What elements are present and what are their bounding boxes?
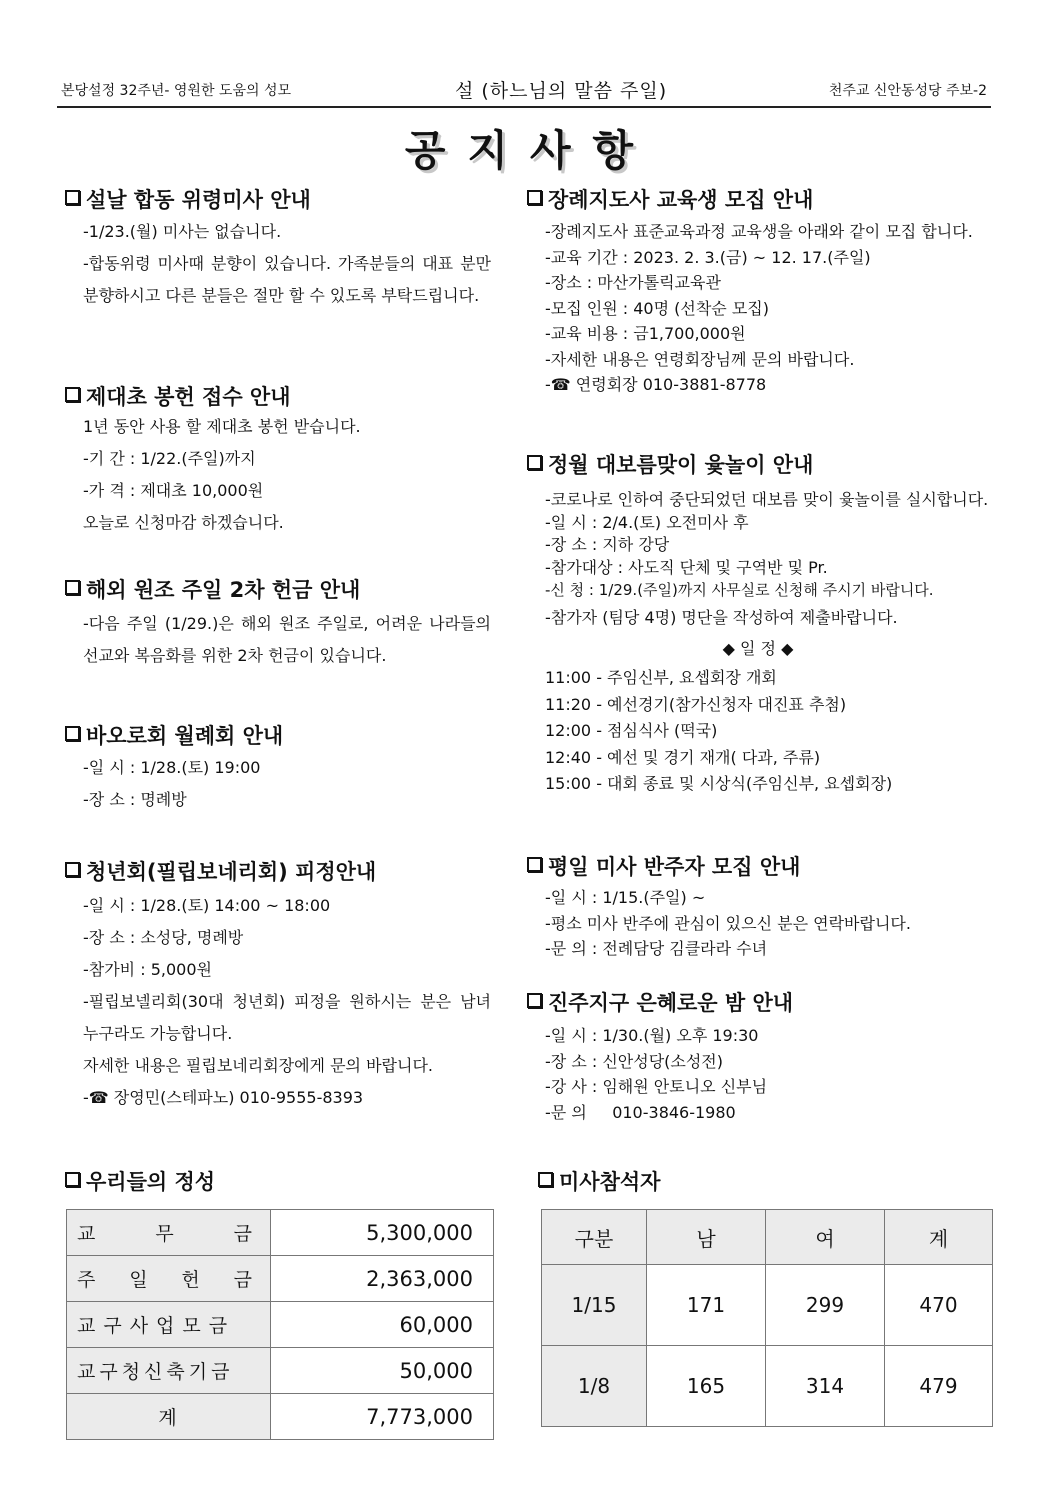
checkbox-icon [527, 993, 542, 1008]
checkbox-icon [527, 455, 542, 470]
schedule-item: 12:40 - 예선 및 경기 재개( 다과, 주류) [545, 747, 821, 767]
column-header: 남 [647, 1210, 766, 1265]
notice-line: -장 소 : 소성당, 명례방 [83, 928, 244, 947]
notice-line: 오늘로 신청마감 하겠습니다. [83, 513, 284, 532]
table-row [67, 1394, 494, 1440]
section-memorial-mass [65, 184, 491, 312]
notice-line: -☎ 연령회장 010-3881-8778 [545, 375, 767, 394]
table-row [67, 1348, 494, 1394]
section-title: 청년회(필립보네리회) 피정안내 [86, 860, 377, 884]
notice-line: 자세한 내용은 필립보네리회장에게 문의 바랍니다. [83, 1056, 434, 1075]
column-header: 구분 [542, 1210, 647, 1265]
notice-line: -장소 : 마산가톨릭교육관 [545, 273, 721, 292]
section-overseas-aid [65, 574, 491, 672]
offering-label: 교구청신축기금 [67, 1348, 271, 1394]
table-row [542, 1265, 993, 1346]
offering-value: 60,000 [271, 1302, 494, 1348]
notice-line: -강 사 : 임해원 안토니오 신부님 [545, 1077, 768, 1096]
section-paul-meeting [65, 720, 491, 816]
notice-line: -문 의 010-3846-1980 [545, 1102, 736, 1122]
offering-value: 5,300,000 [271, 1210, 494, 1256]
notice-line: -참가자 (팀당 4명) 명단을 작성하여 제출바랍니다. [545, 607, 898, 627]
notice-line: -일 시 : 1/30.(월) 오후 19:30 [545, 1026, 759, 1045]
notice-line: -1/23.(월) 미사는 없습니다. [83, 222, 282, 241]
schedule-item: 11:00 - 주임신부, 요셉회장 개회 [545, 668, 777, 687]
schedule-item: 11:20 - 예선경기(참가신청자 대진표 추첨) [545, 694, 847, 714]
notice-line: -모집 인원 : 40명 (선착순 모집) [545, 298, 769, 318]
page-title: 공지사항 [404, 126, 656, 175]
table-header-row [542, 1210, 993, 1265]
total-cell: 470 [885, 1265, 993, 1346]
section-title: 설날 합동 위령미사 안내 [86, 188, 311, 212]
notice-line: -☎ 장영민(스테파노) 010-9555-8393 [83, 1088, 364, 1107]
notice-line: -참가대상 : 사도직 단체 및 구역반 및 Pr. [545, 557, 828, 577]
section-title: 해외 원조 주일 2차 헌금 안내 [86, 578, 361, 602]
header-left: 본당설정 32주년- 영원한 도움의 성모 [61, 83, 292, 99]
checkbox-icon [65, 190, 80, 205]
checkbox-icon [65, 726, 80, 741]
notice-line: -장 소 : 지하 강당 [545, 535, 670, 554]
offering-label: 주 일 헌 금 [67, 1256, 271, 1302]
total-cell: 479 [885, 1346, 993, 1427]
section-candle-offering [65, 381, 491, 539]
notice-line: -일 시 : 1/15.(주일) ~ [545, 888, 706, 907]
table-row [542, 1346, 993, 1427]
female-cell: 314 [766, 1346, 885, 1427]
date-cell: 1/8 [542, 1346, 647, 1427]
bulletin-header [57, 78, 991, 108]
section-title: 바오로회 월례회 안내 [86, 724, 284, 748]
section-title: 정월 대보름맞이 윷놀이 안내 [548, 453, 814, 477]
offering-value: 7,773,000 [271, 1394, 494, 1440]
notice-line: -코로나로 인하여 중단되었던 대보름 맞이 윷놀이를 실시합니다. [545, 490, 989, 509]
notice-line: -일 시 : 1/28.(토) 19:00 [83, 758, 261, 777]
schedule-item: 12:00 - 점심식사 (떡국) [545, 721, 718, 740]
offerings-table [66, 1209, 494, 1440]
notice-line: -필립보넬리회(30대 청년회) 피정을 원하시는 분은 남녀 누구라도 가능합니다. [83, 992, 491, 1043]
section-title: 장례지도사 교육생 모집 안내 [548, 188, 814, 212]
notice-line: -자세한 내용은 연령회장님께 문의 바랍니다. [545, 349, 855, 369]
notice-line: -기 간 : 1/22.(주일)까지 [83, 449, 256, 468]
offerings-heading [65, 1166, 215, 1196]
notice-line: -평소 미사 반주에 관심이 있으신 분은 연락바랍니다. [545, 913, 911, 933]
notice-line: -일 시 : 1/28.(토) 14:00 ~ 18:00 [83, 896, 331, 915]
notice-line: -신 청 : 1/29.(주일)까지 사무실로 신청해 주시기 바랍니다. [545, 581, 934, 599]
offering-value: 2,363,000 [271, 1256, 494, 1302]
date-cell: 1/15 [542, 1265, 647, 1346]
notice-line: -장 소 : 신안성당(소성전) [545, 1051, 724, 1071]
notice-line: -장례지도사 표준교육과정 교육생을 아래와 같이 모집 합니다. [545, 222, 973, 241]
table-row [67, 1302, 494, 1348]
notice-line: -문 의 : 전례담당 김클라라 수녀 [545, 939, 768, 958]
female-cell: 299 [766, 1265, 885, 1346]
offering-label: 교구사업모금 [67, 1302, 271, 1348]
checkbox-icon [65, 1172, 80, 1187]
checkbox-icon [65, 387, 80, 402]
checkbox-icon [527, 190, 542, 205]
notice-line: -교육 기간 : 2023. 2. 3.(금) ~ 12. 17.(주일) [545, 247, 871, 267]
section-title: 우리들의 정성 [86, 1170, 216, 1194]
checkbox-icon [65, 580, 80, 595]
column-header: 여 [766, 1210, 885, 1265]
header-center: 설 (하느님의 말씀 주일) [455, 80, 668, 102]
section-title: 평일 미사 반주자 모집 안내 [548, 855, 801, 879]
notice-line: -교육 비용 : 금1,700,000원 [545, 324, 746, 343]
attendance-table [541, 1209, 993, 1427]
checkbox-icon [527, 857, 542, 872]
column-header: 계 [885, 1210, 993, 1265]
notice-line: -다음 주일 (1/29.)은 해외 원조 주일로, 어려운 나라들의 선교와 복음화를 위한 2차 헌금이 있습니다. [83, 614, 491, 665]
notice-line: -참가비 : 5,000원 [83, 960, 212, 979]
section-grace-night [527, 987, 989, 1125]
notice-line: -합동위령 미사때 분향이 있습니다. 가족분들의 대표 분만 분향하시고 다른 분들은 절만 할 수 있도록 부탁드립니다. [83, 254, 491, 305]
section-title: 제대초 봉헌 접수 안내 [86, 385, 291, 409]
notice-line: 1년 동안 사용 할 제대초 봉헌 받습니다. [83, 417, 361, 436]
table-row [67, 1256, 494, 1302]
male-cell: 165 [647, 1346, 766, 1427]
section-organist [527, 851, 989, 962]
header-right: 천주교 신안동성당 주보-2 [828, 83, 987, 99]
checkbox-icon [65, 862, 80, 877]
male-cell: 171 [647, 1265, 766, 1346]
checkbox-icon [538, 1172, 553, 1187]
notice-line: -장 소 : 명례방 [83, 790, 187, 809]
notice-line: -일 시 : 2/4.(토) 오전미사 후 [545, 512, 749, 532]
attendance-heading [538, 1166, 660, 1196]
offering-label: 계 [67, 1394, 271, 1440]
schedule-item: 15:00 - 대회 종료 및 시상식(주임신부, 요셉회장) [545, 774, 893, 793]
offering-value: 50,000 [271, 1348, 494, 1394]
offering-label: 교 무 금 [67, 1210, 271, 1256]
section-funeral-course [527, 184, 989, 398]
section-yutnori [527, 449, 989, 798]
section-youth-retreat [65, 856, 491, 1114]
table-row [67, 1210, 494, 1256]
notice-line: -가 격 : 제대초 10,000원 [83, 481, 264, 500]
schedule-title: ◆ 일 정 ◆ [722, 639, 794, 658]
section-title: 미사참석자 [559, 1170, 661, 1194]
section-title: 진주지구 은혜로운 밤 안내 [548, 991, 794, 1015]
